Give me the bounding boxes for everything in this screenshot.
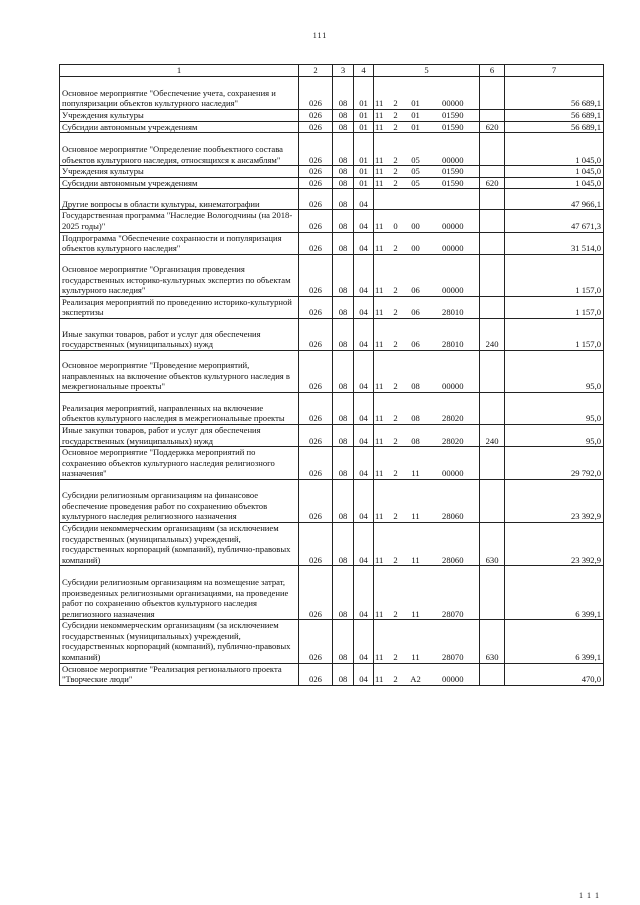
- section-cell: 08: [333, 447, 354, 480]
- table-row: [60, 254, 604, 296]
- subsection-cell: 04: [354, 296, 374, 318]
- table-row: [60, 566, 604, 620]
- code-admin-cell: 026: [299, 177, 333, 189]
- table-row: [60, 77, 604, 110]
- expense-type-cell: [480, 447, 505, 480]
- expense-type-cell: 630: [480, 522, 505, 565]
- subprogram-cell: 2: [387, 110, 405, 122]
- activity-cell: 01: [405, 121, 427, 133]
- direction-cell: 28060: [427, 522, 480, 565]
- activity-cell: 05: [405, 133, 427, 166]
- row-name-cell: Субсидии автономным учреждениям: [60, 177, 299, 189]
- code-admin-cell: 026: [299, 121, 333, 133]
- row-name-cell: Основное мероприятие "Реализация регионального проекта "Творческие люди": [60, 663, 299, 685]
- amount-cell: 56 689,1: [505, 121, 604, 133]
- subsection-cell: 04: [354, 254, 374, 296]
- subprogram-cell: 2: [387, 424, 405, 446]
- row-name-cell: Основное мероприятие "Обеспечение учета, сохранения и популяризации объектов культурного наследия": [60, 77, 299, 110]
- expense-type-cell: [480, 566, 505, 620]
- amount-cell: 47 671,3: [505, 210, 604, 232]
- subprogram-cell: 2: [387, 350, 405, 392]
- section-cell: 08: [333, 318, 354, 350]
- section-cell: 08: [333, 166, 354, 178]
- row-name-cell: Реализация мероприятий, направленных на включение объектов культурного наследия в межрегиональные проекты: [60, 392, 299, 424]
- table-row: [60, 210, 604, 232]
- header-cell: 5: [374, 65, 480, 77]
- expense-type-cell: 620: [480, 177, 505, 189]
- section-cell: 08: [333, 350, 354, 392]
- section-cell: 08: [333, 177, 354, 189]
- activity-cell: 00: [405, 210, 427, 232]
- direction-cell: 00000: [427, 254, 480, 296]
- amount-cell: 31 514,0: [505, 232, 604, 254]
- subsection-cell: 04: [354, 318, 374, 350]
- expense-type-cell: [480, 663, 505, 685]
- direction-cell: 00000: [427, 77, 480, 110]
- subprogram-cell: 2: [387, 166, 405, 178]
- subsection-cell: 04: [354, 447, 374, 480]
- section-cell: 08: [333, 522, 354, 565]
- activity-cell: 11: [405, 447, 427, 480]
- program-cell: 11: [374, 177, 387, 189]
- direction-cell: 00000: [427, 210, 480, 232]
- expense-type-cell: [480, 189, 505, 210]
- program-cell: 11: [374, 296, 387, 318]
- amount-cell: 1 045,0: [505, 133, 604, 166]
- subprogram-cell: 2: [387, 121, 405, 133]
- direction-cell: 28070: [427, 620, 480, 663]
- code-admin-cell: 026: [299, 133, 333, 166]
- direction-cell: 01590: [427, 177, 480, 189]
- subprogram-cell: [387, 189, 405, 210]
- subprogram-cell: 2: [387, 77, 405, 110]
- activity-cell: 08: [405, 392, 427, 424]
- subsection-cell: 01: [354, 177, 374, 189]
- subsection-cell: 04: [354, 663, 374, 685]
- code-admin-cell: 026: [299, 254, 333, 296]
- expense-type-cell: [480, 296, 505, 318]
- row-name-cell: Подпрограмма "Обеспечение сохранности и популяризация объектов культурного наследия": [60, 232, 299, 254]
- section-cell: 08: [333, 254, 354, 296]
- expense-type-cell: [480, 166, 505, 178]
- table-row: [60, 121, 604, 133]
- row-name-cell: Основное мероприятие "Проведение мероприятий, направленных на включение объектов культурного наследия в межрегиональные проекты": [60, 350, 299, 392]
- section-cell: 08: [333, 424, 354, 446]
- subsection-cell: 04: [354, 232, 374, 254]
- amount-cell: 1 157,0: [505, 296, 604, 318]
- expense-type-cell: [480, 232, 505, 254]
- program-cell: 11: [374, 318, 387, 350]
- activity-cell: 08: [405, 424, 427, 446]
- subprogram-cell: 2: [387, 663, 405, 685]
- row-name-cell: Основное мероприятие "Организация проведения государственных историко-культурных экспертиз по объектам культурного наследия": [60, 254, 299, 296]
- direction-cell: 00000: [427, 447, 480, 480]
- activity-cell: 01: [405, 110, 427, 122]
- activity-cell: 11: [405, 522, 427, 565]
- section-cell: 08: [333, 77, 354, 110]
- activity-cell: 06: [405, 296, 427, 318]
- code-admin-cell: 026: [299, 166, 333, 178]
- expense-type-cell: [480, 392, 505, 424]
- table-row: [60, 296, 604, 318]
- activity-cell: 00: [405, 232, 427, 254]
- activity-cell: 05: [405, 177, 427, 189]
- direction-cell: 28020: [427, 392, 480, 424]
- amount-cell: 470,0: [505, 663, 604, 685]
- row-name-cell: Иные закупки товаров, работ и услуг для обеспечения государственных (муниципальных) нужд: [60, 318, 299, 350]
- table-row: [60, 620, 604, 663]
- expense-type-cell: [480, 210, 505, 232]
- amount-cell: 95,0: [505, 424, 604, 446]
- table-row: [60, 318, 604, 350]
- row-name-cell: Реализация мероприятий по проведению историко-культурной экспертизы: [60, 296, 299, 318]
- direction-cell: 28070: [427, 566, 480, 620]
- direction-cell: 28010: [427, 318, 480, 350]
- subsection-cell: 04: [354, 620, 374, 663]
- header-cell: 4: [354, 65, 374, 77]
- table-row: [60, 110, 604, 122]
- program-cell: 11: [374, 447, 387, 480]
- direction-cell: 01590: [427, 166, 480, 178]
- section-cell: 08: [333, 392, 354, 424]
- subprogram-cell: 2: [387, 232, 405, 254]
- activity-cell: 06: [405, 254, 427, 296]
- subsection-cell: 04: [354, 350, 374, 392]
- section-cell: 08: [333, 133, 354, 166]
- row-name-cell: Субсидии некоммерческим организациям (за исключением государственных (муниципальных) учреждений, государственных корпораций (компаний), публично-правовых компаний): [60, 620, 299, 663]
- subsection-cell: 04: [354, 566, 374, 620]
- amount-cell: 29 792,0: [505, 447, 604, 480]
- subprogram-cell: 2: [387, 522, 405, 565]
- subprogram-cell: 2: [387, 479, 405, 522]
- table-row: [60, 166, 604, 178]
- row-name-cell: Другие вопросы в области культуры, кинематографии: [60, 189, 299, 210]
- activity-cell: [405, 189, 427, 210]
- page-number: 111: [312, 31, 328, 40]
- amount-cell: 47 966,1: [505, 189, 604, 210]
- amount-cell: 56 689,1: [505, 110, 604, 122]
- expense-type-cell: 630: [480, 620, 505, 663]
- expense-type-cell: [480, 110, 505, 122]
- program-cell: 11: [374, 479, 387, 522]
- activity-cell: А2: [405, 663, 427, 685]
- code-admin-cell: 026: [299, 620, 333, 663]
- subprogram-cell: 2: [387, 177, 405, 189]
- table-row: [60, 189, 604, 210]
- program-cell: 11: [374, 166, 387, 178]
- subprogram-cell: 0: [387, 210, 405, 232]
- subsection-cell: 04: [354, 189, 374, 210]
- direction-cell: 28020: [427, 424, 480, 446]
- amount-cell: 1 157,0: [505, 254, 604, 296]
- subprogram-cell: 2: [387, 133, 405, 166]
- row-name-cell: Государственная программа "Наследие Вологодчины (на 2018-2025 годы)": [60, 210, 299, 232]
- expense-type-cell: 240: [480, 424, 505, 446]
- row-name-cell: Субсидии религиозным организациям на возмещение затрат, произведенных религиозными организациями, на проведение работ по сохранению объектов культурного наследия религиозного назначения: [60, 566, 299, 620]
- activity-cell: 08: [405, 350, 427, 392]
- section-cell: 08: [333, 296, 354, 318]
- section-cell: 08: [333, 110, 354, 122]
- amount-cell: 1 045,0: [505, 177, 604, 189]
- table-row: [60, 663, 604, 685]
- expense-type-cell: [480, 77, 505, 110]
- direction-cell: 00000: [427, 663, 480, 685]
- amount-cell: 6 399,1: [505, 620, 604, 663]
- direction-cell: 00000: [427, 232, 480, 254]
- direction-cell: [427, 189, 480, 210]
- subsection-cell: 01: [354, 77, 374, 110]
- section-cell: 08: [333, 620, 354, 663]
- direction-cell: 00000: [427, 350, 480, 392]
- corner-mark: 1 1 1: [579, 891, 600, 900]
- direction-cell: 00000: [427, 133, 480, 166]
- table-row: [60, 479, 604, 522]
- program-cell: 11: [374, 350, 387, 392]
- amount-cell: 1 157,0: [505, 318, 604, 350]
- code-admin-cell: 026: [299, 110, 333, 122]
- table-row: [60, 424, 604, 446]
- code-admin-cell: 026: [299, 392, 333, 424]
- section-cell: 08: [333, 663, 354, 685]
- program-cell: 11: [374, 77, 387, 110]
- code-admin-cell: 026: [299, 210, 333, 232]
- row-name-cell: Субсидии религиозным организациям на финансовое обеспечение проведения работ по сохранению объектов культурного наследия религиозного назначения: [60, 479, 299, 522]
- program-cell: [374, 189, 387, 210]
- section-cell: 08: [333, 566, 354, 620]
- expense-type-cell: [480, 133, 505, 166]
- program-cell: 11: [374, 522, 387, 565]
- direction-cell: 01590: [427, 121, 480, 133]
- program-cell: 11: [374, 133, 387, 166]
- section-cell: 08: [333, 232, 354, 254]
- table-row: [60, 232, 604, 254]
- header-cell: 1: [60, 65, 299, 77]
- table-header-row: [60, 65, 604, 77]
- expense-type-cell: 240: [480, 318, 505, 350]
- code-admin-cell: 026: [299, 447, 333, 480]
- subsection-cell: 01: [354, 110, 374, 122]
- code-admin-cell: 026: [299, 350, 333, 392]
- header-cell: 7: [505, 65, 604, 77]
- activity-cell: 05: [405, 166, 427, 178]
- program-cell: 11: [374, 663, 387, 685]
- subprogram-cell: 2: [387, 296, 405, 318]
- header-cell: 3: [333, 65, 354, 77]
- table-row: [60, 133, 604, 166]
- code-admin-cell: 026: [299, 296, 333, 318]
- row-name-cell: Учреждения культуры: [60, 166, 299, 178]
- subprogram-cell: 2: [387, 447, 405, 480]
- direction-cell: 28010: [427, 296, 480, 318]
- header-cell: 6: [480, 65, 505, 77]
- row-name-cell: Учреждения культуры: [60, 110, 299, 122]
- subprogram-cell: 2: [387, 566, 405, 620]
- amount-cell: 23 392,9: [505, 522, 604, 565]
- section-cell: 08: [333, 479, 354, 522]
- table-row: [60, 177, 604, 189]
- expense-type-cell: [480, 350, 505, 392]
- section-cell: 08: [333, 189, 354, 210]
- activity-cell: 11: [405, 566, 427, 620]
- program-cell: 11: [374, 424, 387, 446]
- row-name-cell: Субсидии некоммерческим организациям (за исключением государственных (муниципальных) учреждений, государственных корпораций (компаний), публично-правовых компаний): [60, 522, 299, 565]
- table-row: [60, 447, 604, 480]
- direction-cell: 01590: [427, 110, 480, 122]
- code-admin-cell: 026: [299, 189, 333, 210]
- activity-cell: 01: [405, 77, 427, 110]
- expense-type-cell: [480, 254, 505, 296]
- amount-cell: 1 045,0: [505, 166, 604, 178]
- code-admin-cell: 026: [299, 479, 333, 522]
- code-admin-cell: 026: [299, 318, 333, 350]
- code-admin-cell: 026: [299, 566, 333, 620]
- activity-cell: 11: [405, 620, 427, 663]
- subprogram-cell: 2: [387, 318, 405, 350]
- section-cell: 08: [333, 121, 354, 133]
- amount-cell: 95,0: [505, 350, 604, 392]
- code-admin-cell: 026: [299, 77, 333, 110]
- code-admin-cell: 026: [299, 663, 333, 685]
- program-cell: 11: [374, 254, 387, 296]
- program-cell: 11: [374, 392, 387, 424]
- row-name-cell: Иные закупки товаров, работ и услуг для обеспечения государственных (муниципальных) нужд: [60, 424, 299, 446]
- budget-table: [59, 64, 604, 686]
- row-name-cell: Основное мероприятие "Определение пообъектного состава объектов культурного наследия, относящихся к ансамблям": [60, 133, 299, 166]
- amount-cell: 95,0: [505, 392, 604, 424]
- direction-cell: 28060: [427, 479, 480, 522]
- row-name-cell: Субсидии автономным учреждениям: [60, 121, 299, 133]
- table-row: [60, 392, 604, 424]
- subsection-cell: 01: [354, 121, 374, 133]
- table-row: [60, 522, 604, 565]
- activity-cell: 06: [405, 318, 427, 350]
- amount-cell: 23 392,9: [505, 479, 604, 522]
- subprogram-cell: 2: [387, 620, 405, 663]
- subsection-cell: 04: [354, 424, 374, 446]
- subsection-cell: 04: [354, 479, 374, 522]
- program-cell: 11: [374, 232, 387, 254]
- subsection-cell: 04: [354, 522, 374, 565]
- activity-cell: 11: [405, 479, 427, 522]
- subprogram-cell: 2: [387, 392, 405, 424]
- expense-type-cell: [480, 479, 505, 522]
- expense-type-cell: 620: [480, 121, 505, 133]
- program-cell: 11: [374, 566, 387, 620]
- code-admin-cell: 026: [299, 232, 333, 254]
- program-cell: 11: [374, 121, 387, 133]
- header-cell: 2: [299, 65, 333, 77]
- row-name-cell: Основное мероприятие "Поддержка мероприятий по сохранению объектов культурного наследия религиозного назначения": [60, 447, 299, 480]
- program-cell: 11: [374, 110, 387, 122]
- amount-cell: 6 399,1: [505, 566, 604, 620]
- code-admin-cell: 026: [299, 424, 333, 446]
- subsection-cell: 04: [354, 392, 374, 424]
- subprogram-cell: 2: [387, 254, 405, 296]
- code-admin-cell: 026: [299, 522, 333, 565]
- program-cell: 11: [374, 620, 387, 663]
- subsection-cell: 01: [354, 166, 374, 178]
- table-row: [60, 350, 604, 392]
- program-cell: 11: [374, 210, 387, 232]
- subsection-cell: 01: [354, 133, 374, 166]
- amount-cell: 56 689,1: [505, 77, 604, 110]
- subsection-cell: 04: [354, 210, 374, 232]
- section-cell: 08: [333, 210, 354, 232]
